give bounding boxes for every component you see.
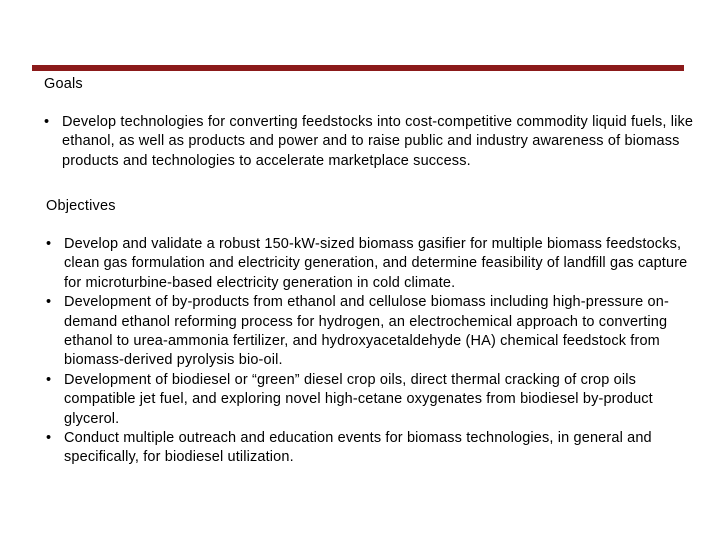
goals-item — [44, 113, 694, 171]
objectives-list — [46, 235, 694, 468]
header-rule — [32, 65, 684, 71]
objectives-item-text: Conduct multiple outreach and education events for biomass technologies, in general and specifically, for biodiesel utilization. — [64, 430, 652, 466]
goals-list — [44, 113, 694, 171]
objectives-item — [46, 371, 694, 429]
objectives-item — [46, 293, 694, 371]
objectives-item-text: Develop and validate a robust 150-kW-sized biomass gasifier for multiple biomass feedstocks, clean gas formulation and electricity generation, and determine feasibility of landfill gas capture for microturbine-based electricity generation in cold climate. — [64, 236, 688, 291]
goals-heading: Goals — [44, 76, 83, 92]
objectives-item — [46, 429, 694, 468]
bullet-icon: • — [46, 236, 52, 252]
objectives-item — [46, 235, 694, 293]
objectives-item-text: Development of by-products from ethanol and cellulose biomass including high-pressure on-demand ethanol reforming process for hydrogen, an electrochemical approach to converting ethanol to urea-ammonia fertilizer, and hydroxyacetaldehyde (HA) chemical feedstock from biomass-derived pyrolysis bio-oil. — [64, 294, 669, 369]
objectives-item-text: Development of biodiesel or “green” diesel crop oils, direct thermal cracking of crop oils compatible jet fuel, and exploring novel high-cetane oxygenates from biodiesel by-product glycerol. — [64, 371, 653, 427]
bullet-icon: • — [44, 114, 50, 130]
bullet-icon: • — [46, 430, 52, 447]
objectives-heading: Objectives — [46, 198, 116, 214]
bullet-icon: • — [46, 294, 52, 311]
goals-item-text: Develop technologies for converting feedstocks into cost-competitive commodity liquid fuels, like ethanol, as well as products and power and to raise public and industry awareness of biomass products and technologies to accelerate marketplace success. — [62, 114, 694, 169]
bullet-icon: • — [46, 371, 52, 388]
